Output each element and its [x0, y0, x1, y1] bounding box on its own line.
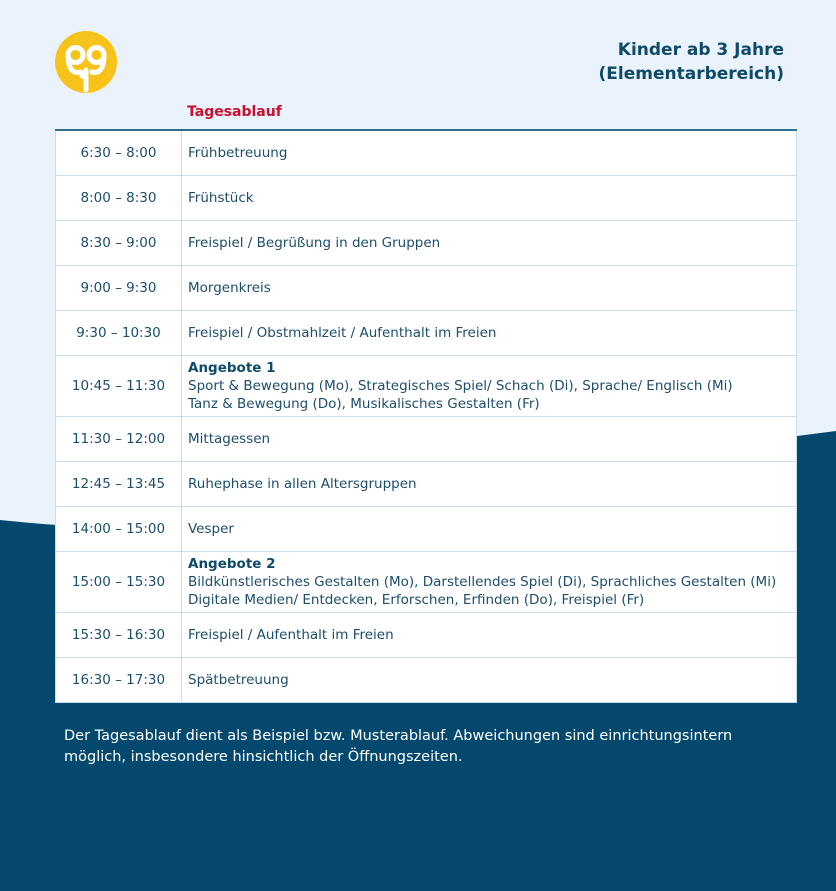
table-row [56, 130, 797, 175]
table-row [56, 461, 797, 506]
table-row [56, 416, 797, 461]
activity-cell: Ruhephase in allen Altersgruppen [182, 461, 797, 506]
activity-cell [182, 551, 797, 612]
activity-line: Bildkünstlerisches Gestalten (Mo), Darstellendes Spiel (Di), Sprachliches Gestalten (Mi) [188, 573, 777, 590]
table-row [56, 310, 797, 355]
activity-cell: Mittagessen [182, 416, 797, 461]
activity-title: Angebote 2 [188, 555, 276, 572]
table-row [56, 220, 797, 265]
activity-line: Tanz & Bewegung (Do), Musikalisches Gestalten (Fr) [188, 395, 540, 412]
activity-cell: Frühbetreuung [182, 130, 797, 175]
time-cell: 9:00 – 9:30 [56, 265, 182, 310]
activity-cell [182, 355, 797, 416]
activity-line: Digitale Medien/ Entdecken, Erforschen, Erfinden (Do), Freispiel (Fr) [188, 591, 645, 608]
time-cell: 16:30 – 17:30 [56, 657, 182, 702]
table-row [56, 506, 797, 551]
time-cell: 11:30 – 12:00 [56, 416, 182, 461]
time-cell: 14:00 – 15:00 [56, 506, 182, 551]
activity-cell: Vesper [182, 506, 797, 551]
time-cell: 8:30 – 9:00 [56, 220, 182, 265]
section-label: Tagesablauf [187, 104, 282, 120]
time-cell: 10:45 – 11:30 [56, 355, 182, 416]
activity-cell: Freispiel / Aufenthalt im Freien [182, 612, 797, 657]
page-title-line2: (Elementarbereich) [598, 64, 784, 84]
activity-cell: Frühstück [182, 175, 797, 220]
brand-logo-icon [54, 30, 118, 94]
footnote: Der Tagesablauf dient als Beispiel bzw. Musterablauf. Abweichungen sind einrichtungsintern möglich, insbesondere hinsichtlich der Öffnungszeiten. [64, 728, 733, 765]
activity-line: Sport & Bewegung (Mo), Strategisches Spiel/ Schach (Di), Sprache/ Englisch (Mi) [188, 377, 733, 394]
activity-cell: Morgenkreis [182, 265, 797, 310]
table-row [56, 265, 797, 310]
page-title [599, 38, 784, 86]
time-cell: 12:45 – 13:45 [56, 461, 182, 506]
page-title-line1: Kinder ab 3 Jahre [617, 40, 784, 60]
time-cell: 9:30 – 10:30 [56, 310, 182, 355]
activity-cell: Freispiel / Obstmahlzeit / Aufenthalt im Freien [182, 310, 797, 355]
table-row [56, 175, 797, 220]
time-cell: 8:00 – 8:30 [56, 175, 182, 220]
time-cell: 15:00 – 15:30 [56, 551, 182, 612]
table-row [56, 612, 797, 657]
activity-title: Angebote 1 [188, 359, 276, 376]
table-row [56, 657, 797, 702]
time-cell: 15:30 – 16:30 [56, 612, 182, 657]
schedule-table [55, 129, 797, 703]
time-cell: 6:30 – 8:00 [56, 130, 182, 175]
table-row [56, 551, 797, 612]
activity-cell: Spätbetreuung [182, 657, 797, 702]
activity-cell: Freispiel / Begrüßung in den Gruppen [182, 220, 797, 265]
table-row [56, 355, 797, 416]
